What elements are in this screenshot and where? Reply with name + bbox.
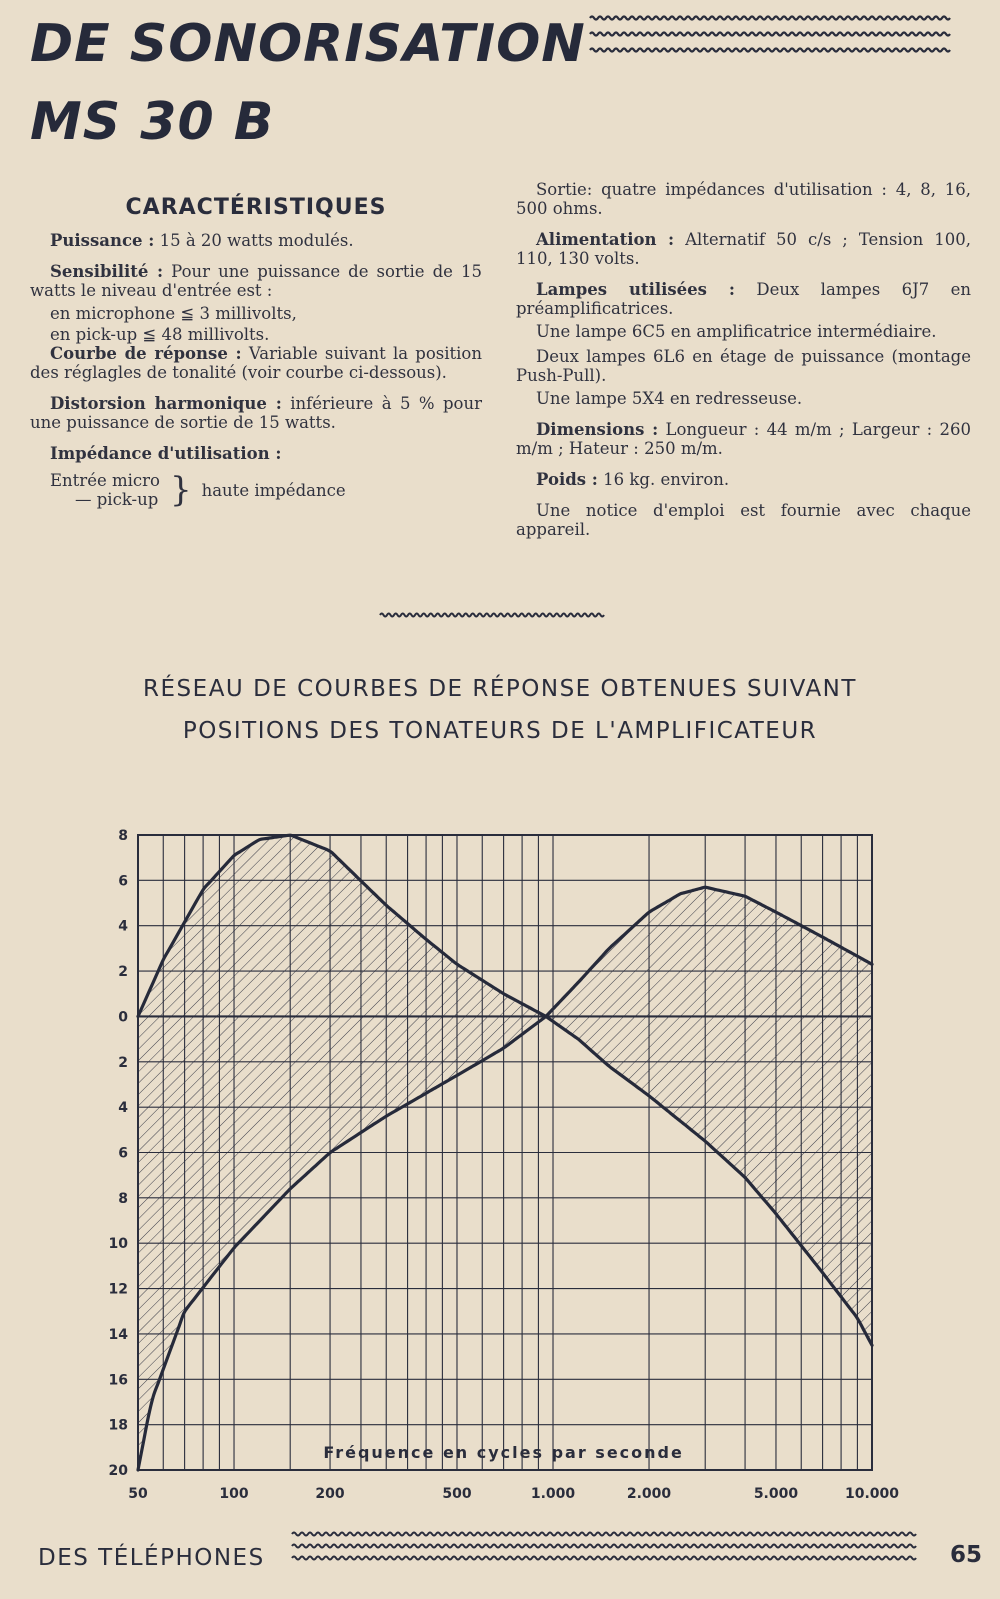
specs-heading: CARACTÉRISTIQUES — [125, 195, 387, 220]
specs-left-column — [30, 195, 482, 510]
x-tick-label: 50 — [128, 1486, 148, 1502]
section-wave-divider — [380, 610, 606, 620]
y-tick-label: 6 — [118, 873, 128, 890]
y-tick-label: 18 — [108, 1417, 128, 1434]
spec-impedance-value: haute impédance — [201, 480, 346, 500]
response-curve-chart — [0, 780, 1000, 1502]
spec-courbe — [30, 344, 482, 382]
spec-impedance-pickup: — pick-up — [75, 490, 159, 509]
y-tick-label: 10 — [108, 1236, 128, 1253]
spec-lampes — [516, 280, 971, 318]
y-tick-label: 12 — [108, 1281, 128, 1298]
spec-dimensions-label: Dimensions : — [536, 420, 659, 439]
spec-distorsion-label: Distorsion harmonique : — [50, 394, 282, 413]
header-wave-decoration — [590, 12, 950, 62]
specs-right-column — [516, 180, 971, 551]
y-tick-label: 2 — [118, 964, 128, 981]
spec-poids — [516, 470, 971, 489]
y-tick-label: 8 — [118, 828, 128, 844]
brace-symbol: } — [169, 470, 192, 510]
x-tick-label: 100 — [219, 1486, 249, 1502]
spec-impedance-micro: Entrée micro — [50, 471, 160, 490]
spec-distorsion-text: inférieure à 5 % pour une puissance de sortie de 15 watts. — [30, 394, 482, 432]
x-tick-label: 200 — [315, 1486, 345, 1502]
spec-impedance — [30, 444, 482, 463]
spec-puissance-label: Puissance : — [50, 231, 155, 250]
spec-lampe-5x4: Une lampe 5X4 en redresseuse. — [536, 389, 803, 408]
y-tick-label: 16 — [108, 1372, 128, 1389]
spec-sensibilite-micro: en microphone ≦ 3 millivolts, — [50, 304, 297, 323]
spec-sensibilite — [30, 262, 482, 300]
chart-title-line-1: RÉSEAU DE COURBES DE RÉPONSE OBTENUES SUIVANT — [143, 676, 857, 702]
spec-impedance-inputs — [30, 471, 160, 509]
spec-alimentation-text: Alternatif 50 c/s ; Tension 100, 110, 130 volts. — [516, 230, 971, 268]
spec-puissance — [30, 231, 482, 250]
spec-poids-label: Poids : — [536, 470, 598, 489]
spec-poids-text: 16 kg. environ. — [603, 470, 730, 489]
page-title-line-2: MS 30 B — [30, 92, 275, 152]
spec-sortie: Sortie: quatre impédances d'utilisation : 4, 8, 16, 500 ohms. — [516, 180, 971, 218]
spec-impedance-table — [30, 471, 482, 509]
spec-puissance-text: 15 à 20 watts modulés. — [159, 231, 354, 250]
y-tick-label: 0 — [118, 1009, 128, 1026]
x-tick-label: 10.000 — [844, 1486, 900, 1502]
y-tick-label: 8 — [118, 1190, 128, 1207]
y-tick-label: 20 — [108, 1463, 128, 1479]
spec-dimensions — [516, 420, 971, 458]
spec-sensibilite-label: Sensibilité : — [50, 262, 164, 281]
y-tick-label: 4 — [118, 918, 128, 935]
page-number: 65 — [950, 1542, 983, 1568]
spec-notice: Une notice d'emploi est fournie avec chaque appareil. — [516, 501, 971, 539]
x-tick-label: 1.000 — [530, 1486, 576, 1502]
spec-lampes-label: Lampes utilisées : — [536, 280, 735, 299]
chart-title-line-2: POSITIONS DES TONATEURS DE L'AMPLIFICATEUR — [182, 718, 818, 744]
spec-sensibilite-pickup: en pick-up ≦ 48 millivolts. — [50, 325, 270, 344]
footer-publication: DES TÉLÉPHONES — [38, 1545, 265, 1571]
spec-alimentation — [516, 230, 971, 268]
spec-courbe-text: Variable suivant la position des réglagles de tonalité (voir courbe ci-dessous). — [30, 344, 482, 382]
x-axis-title: Fréquence en cycles par seconde — [323, 1443, 684, 1462]
spec-courbe-label: Courbe de réponse : — [50, 344, 242, 363]
spec-lampe-6l6: Deux lampes 6L6 en étage de puissance (montage Push-Pull). — [516, 347, 971, 385]
spec-lampe-6c5: Une lampe 6C5 en amplificatrice intermédiaire. — [536, 322, 937, 341]
x-tick-label: 2.000 — [626, 1486, 672, 1502]
spec-dimensions-text: Longueur : 44 m/m ; Largeur : 260 m/m ; Hateur : 250 m/m. — [516, 420, 971, 458]
spec-sensibilite-text: Pour une puissance de sortie de 15 watts le niveau d'entrée est : — [30, 262, 482, 300]
footer-wave-decoration — [292, 1526, 917, 1566]
spec-lampes-text: Deux lampes 6J7 en préamplificatrices. — [516, 280, 972, 318]
y-tick-label: 6 — [118, 1145, 128, 1162]
spec-alimentation-label: Alimentation : — [536, 230, 675, 249]
spec-distorsion — [30, 394, 482, 432]
spec-impedance-label: Impédance d'utilisation : — [50, 444, 282, 463]
y-tick-label: 14 — [108, 1326, 128, 1343]
page-title-line-1: DE SONORISATION — [30, 14, 586, 74]
y-tick-label: 2 — [118, 1054, 128, 1071]
y-tick-label: 4 — [118, 1100, 128, 1117]
x-tick-label: 5.000 — [753, 1486, 799, 1502]
x-tick-label: 500 — [442, 1486, 472, 1502]
